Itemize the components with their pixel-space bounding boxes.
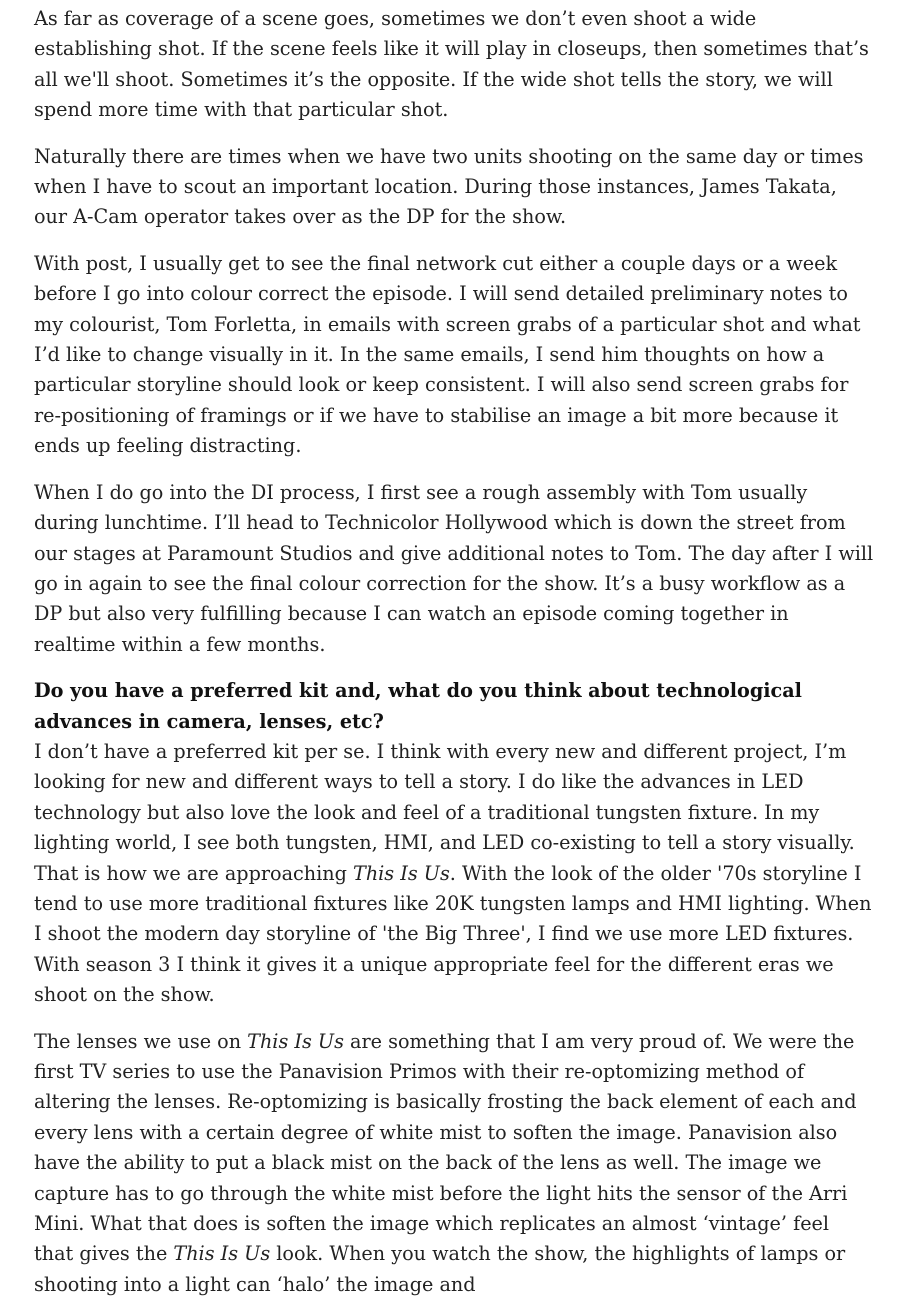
paragraph-text: look. When you watch the show, the highlights of lamps or shooting into a light can ‘halo’ the image and xyxy=(34,1242,846,1296)
paragraph-text: With post, I usually get to see the final network cut either a couple days or a week before I go into colour correct the episode. I will send detailed preliminary notes to my colourist, Tom Forletta, in emails with screen grabs of a particular shot and what I’d like to change visually in it. In the same emails, I send him thoughts on how a particular storyline should look or keep consistent. I will also send screen grabs for re-positioning of framings or if we have to stabilise an image a bit more because it ends up feeling distracting. xyxy=(34,251,861,458)
section-heading: Do you have a preferred kit and, what do you think about technological advances in camera, lenses, etc? xyxy=(34,679,802,733)
paragraph-text: . With the look of the older '70s storyline I tend to use more traditional fixtures like 20K tungsten lamps and HMI lighting. When I shoot the modern day storyline of 'the Big Three', I find we use more LED fixtures. With season 3 I think it gives it a unique appropriate feel for the different eras we shoot on the show. xyxy=(34,861,872,1007)
paragraph xyxy=(34,478,874,660)
paragraph-text: I don’t have a preferred kit per se. I think with every new and different project, I’m looking for new and different ways to tell a story. I do like the advances in LED technology but also love the look and feel of a traditional tungsten fixture. In my lighting world, I see both tungsten, HMI, and LED co-existing to tell a story visually. That is how we are approaching xyxy=(34,739,855,885)
paragraphs-after-heading xyxy=(34,737,874,1300)
show-title-italic: This Is Us xyxy=(353,861,450,885)
paragraph-text: The lenses we use on xyxy=(34,1029,248,1053)
show-title-italic: This Is Us xyxy=(173,1242,271,1266)
paragraph-text: are something that I am very proud of. We were the first TV series to use the Panavision Primos with their re-optomizing method of altering the lenses. Re-optomizing is basically frosting the back element of each and every lens with a certain degree of white mist to soften the image. Panavision also have the ability to put a black mist on the back of the lens as well. The image we capture has to go through the white mist before the light hits the sensor of the Arri Mini. What that does is soften the image which replicates an almost ‘vintage’ feel that gives the xyxy=(34,1029,857,1266)
paragraph-text: As far as coverage of a scene goes, sometimes we don’t even shoot a wide establishing shot. If the scene feels like it will play in closeups, then sometimes that’s all we'll shoot. Sometimes it’s the opposite. If the wide shot tells the story, we will spend more time with that particular shot. xyxy=(34,7,869,122)
paragraph xyxy=(34,4,874,126)
paragraph xyxy=(34,1027,874,1301)
show-title-italic: This Is Us xyxy=(247,1029,344,1053)
paragraphs-before-heading xyxy=(34,4,874,660)
paragraph-text: Naturally there are times when we have two units shooting on the same day or times when I have to scout an important location. During those instances, James Takata, our A-Cam operator takes over as the DP for the show. xyxy=(34,144,864,229)
paragraph xyxy=(34,737,874,1011)
article-body xyxy=(34,4,874,1316)
paragraph xyxy=(34,142,874,233)
paragraph-text: When I do go into the DI process, I first see a rough assembly with Tom usually during lunchtime. I’ll head to Technicolor Hollywood which is down the street from our stages at Paramount Studios and give additional notes to Tom. The day after I will go in again to see the final colour correction for the show. It’s a busy workflow as a DP but also very fulfilling because I can watch an episode coming together in realtime within a few months. xyxy=(34,480,874,656)
paragraph xyxy=(34,249,874,462)
